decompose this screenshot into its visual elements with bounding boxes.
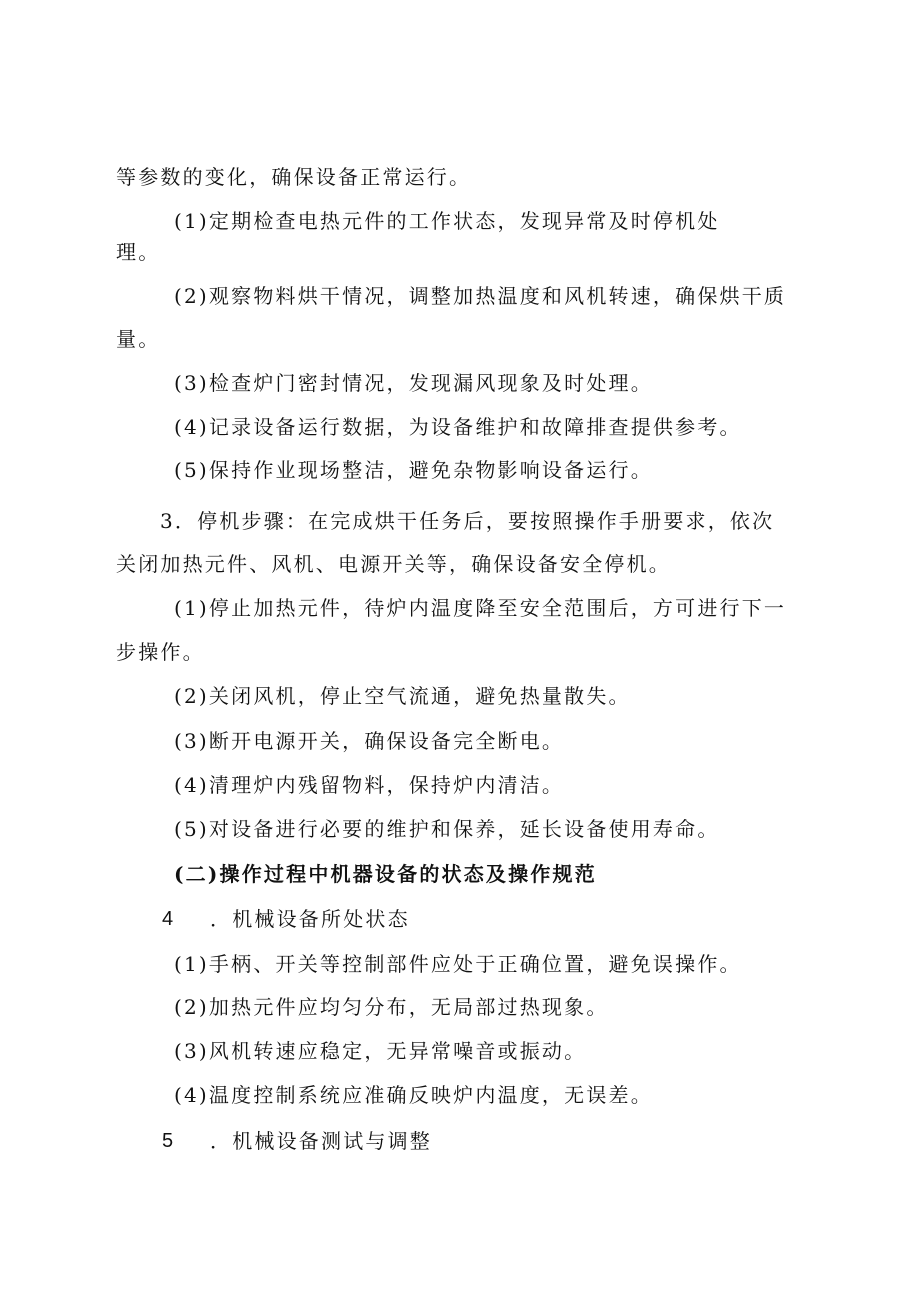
list-item-keep-site-clean: (5)保持作业现场整洁，避免杂物影响设备运行。 — [174, 458, 653, 482]
list-item-check-heating-elements: (1)定期检查电热元件的工作状态，发现异常及时停机处 — [174, 209, 720, 233]
list-item-maintenance: (5)对设备进行必要的维护和保养，延长设备使用寿命。 — [174, 817, 720, 841]
paragraph-continuation: 等参数的变化，确保设备正常运行。 — [116, 165, 472, 189]
section-number-5: 5 — [162, 1130, 176, 1152]
list-item-stop-heating-wrap: 步操作。 — [116, 640, 205, 664]
subsection-heading: (二)操作过程中机器设备的状态及操作规范 — [174, 862, 597, 886]
list-item-heating-distribution: (2)加热元件应均匀分布，无局部过热现象。 — [174, 995, 609, 1019]
section-equipment-state: ．机械设备所处状态 — [210, 907, 410, 931]
section-shutdown-steps-wrap: 关闭加热元件、风机、电源开关等，确保设备安全停机。 — [116, 552, 671, 576]
list-item-clean-furnace: (4)清理炉内残留物料，保持炉内清洁。 — [174, 773, 565, 797]
list-item-record-data: (4)记录设备运行数据，为设备维护和故障排查提供参考。 — [174, 415, 742, 439]
list-item-disconnect-power: (3)断开电源开关，确保设备完全断电。 — [174, 729, 565, 753]
list-item-fan-speed: (3)风机转速应稳定，无异常噪音或振动。 — [174, 1039, 587, 1063]
list-item-controls-position: (1)手柄、开关等控制部件应处于正确位置，避免误操作。 — [174, 952, 742, 976]
list-item-temperature-control: (4)温度控制系统应准确反映炉内温度，无误差。 — [174, 1083, 653, 1107]
list-item-stop-heating: (1)停止加热元件，待炉内温度降至安全范围后，方可进行下一 — [174, 596, 787, 620]
section-number-4: 4 — [162, 908, 176, 930]
section-equipment-testing: ．机械设备测试与调整 — [210, 1129, 432, 1153]
list-item-check-door-seal: (3)检查炉门密封情况，发现漏风现象及时处理。 — [174, 371, 653, 395]
section-shutdown-steps: 3．停机步骤：在完成烘干任务后，要按照操作手册要求，依次 — [160, 509, 775, 533]
list-item-check-heating-elements-wrap: 理。 — [116, 240, 161, 264]
list-item-observe-drying: (2)观察物料烘干情况，调整加热温度和风机转速，确保烘干质 — [174, 284, 787, 308]
list-item-observe-drying-wrap: 量。 — [116, 327, 161, 351]
list-item-close-fan: (2)关闭风机，停止空气流通，避免热量散失。 — [174, 684, 631, 708]
